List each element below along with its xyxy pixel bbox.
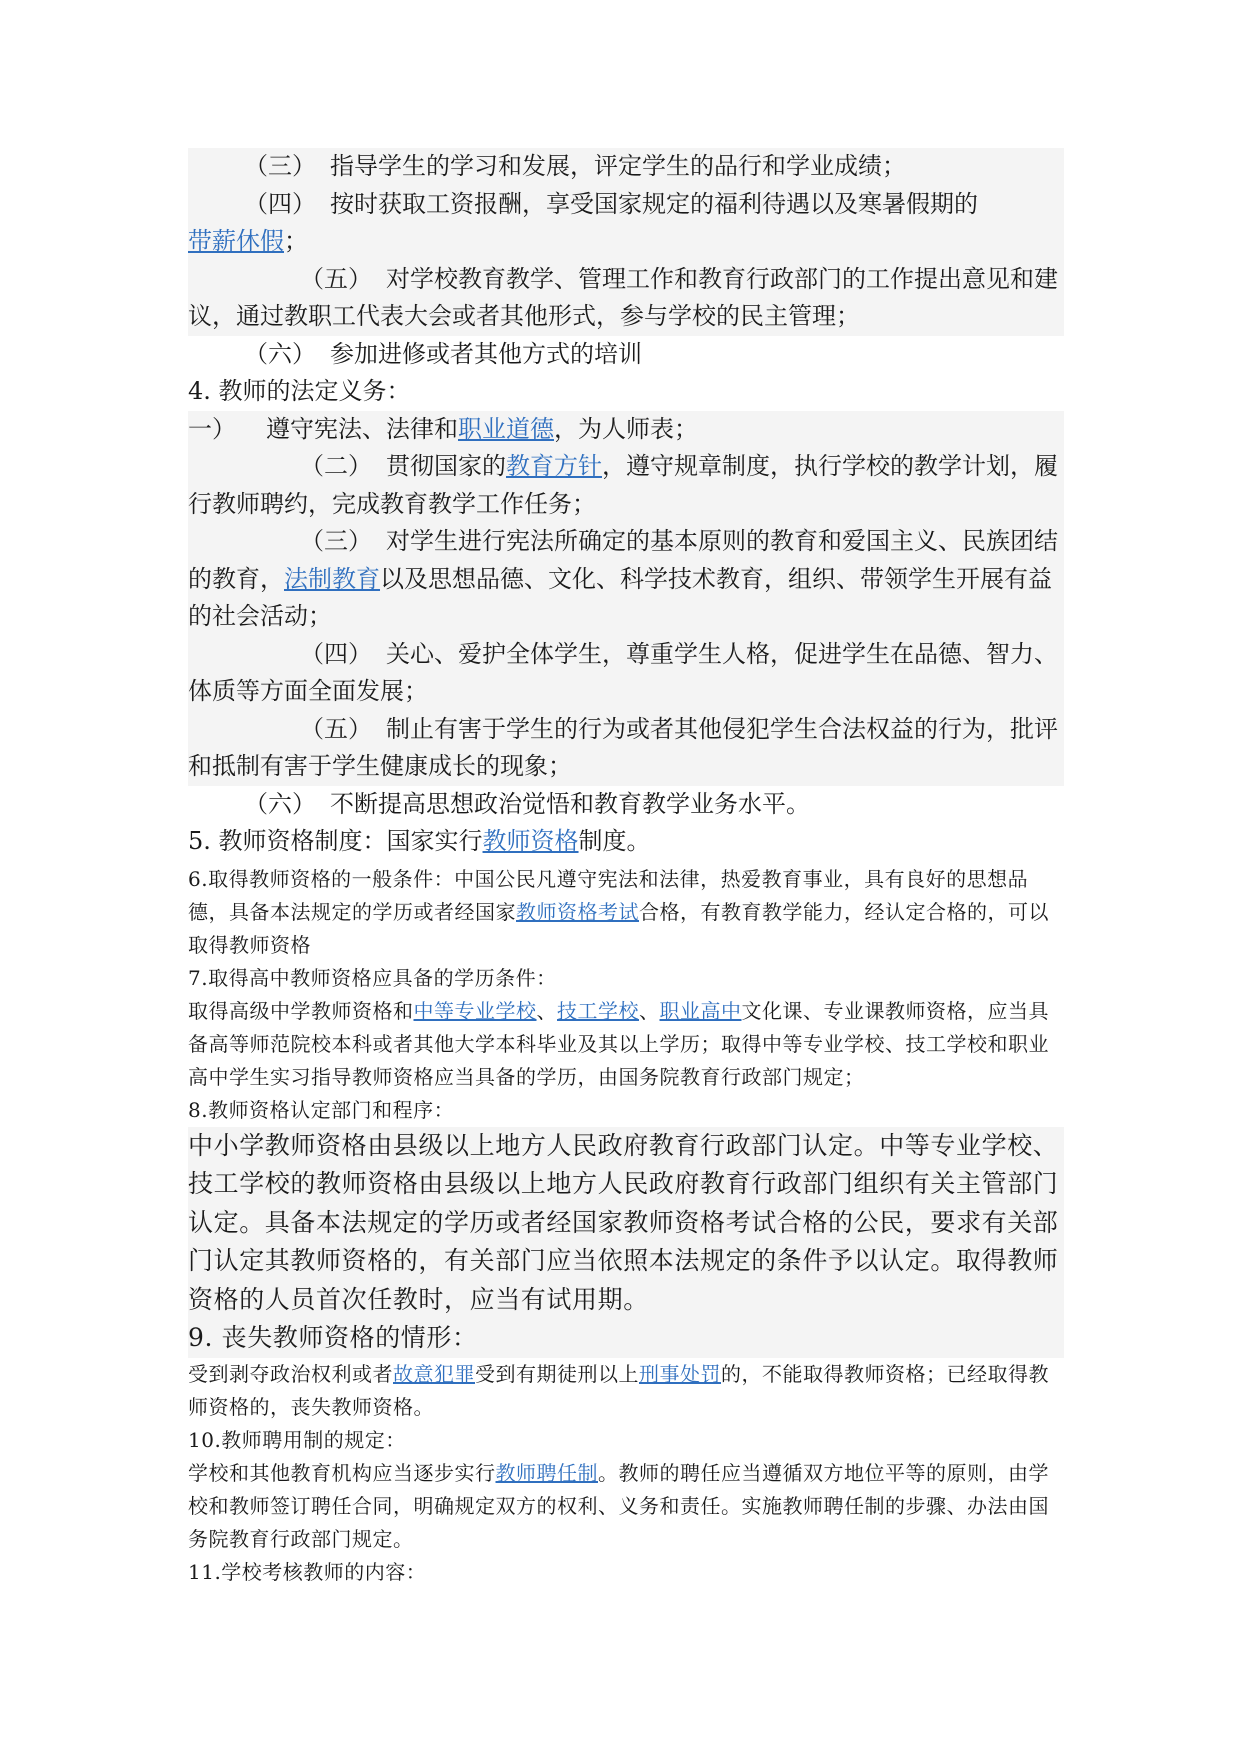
- item-number: （三）: [244, 152, 316, 180]
- item-number: （六）: [244, 339, 316, 368]
- section-8-block: [188, 1127, 1064, 1358]
- section-9-heading: 9. 丧失教师资格的情形：: [188, 1323, 478, 1352]
- item-text: 关心、爱护全体学生，尊重学生人格，促进学生在品德、智力、体质等方面全面发展；: [188, 639, 1058, 705]
- link-technical-school[interactable]: 技工学校: [557, 998, 639, 1023]
- section-text: 合格，有教育教学能力，经认定合格的，可以取得教师资格: [188, 899, 1049, 957]
- link-secondary-vocational-school[interactable]: 中等专业学校: [413, 998, 537, 1023]
- item-text: 贯彻国家的: [386, 452, 506, 480]
- item-number: （五）: [300, 714, 372, 743]
- link-education-policy[interactable]: 教育方针: [506, 452, 602, 480]
- document-body: [188, 148, 1064, 1589]
- section-text: 的，不能取得教师资格；已经取得教师资格的，丧失教师资格。: [188, 1361, 1049, 1419]
- section-text: 学校和其他教育机构应当逐步实行: [188, 1460, 496, 1485]
- item-number: （六）: [244, 789, 316, 818]
- right-item-6-block: [188, 336, 1064, 411]
- item-text: 以及思想品德、文化、科学技术教育，组织、带领学生开展有益的社会活动；: [188, 564, 1052, 630]
- duty-item-3: [188, 523, 1064, 636]
- section-text: 制度。: [578, 827, 651, 855]
- section-text: 6.取得教师资格的一般条件：中国公民凡遵守宪法和法律，热爱教育事业，具有良好的思想品德，具备本法规定的学历或者经国家: [188, 866, 1029, 924]
- rights-block: [188, 148, 1064, 336]
- duty-item-4: [188, 636, 1064, 711]
- item-text: 对学生进行宪法所确定的基本原则的教育和爱国主义、民族团结的教育，: [188, 527, 1058, 593]
- item-number: （五）: [300, 264, 372, 293]
- item-text: ；: [284, 227, 308, 255]
- section-text: 取得高级中学教师资格和: [188, 998, 414, 1023]
- link-paid-leave[interactable]: 带薪休假: [188, 227, 284, 255]
- item-number: （二）: [300, 452, 372, 480]
- section-7-body: [188, 995, 1064, 1094]
- section-6: [188, 863, 1064, 962]
- item-text: 参加进修或者其他方式的培训: [330, 339, 642, 368]
- item-text: 不断提高思想政治觉悟和教育教学业务水平。: [330, 789, 810, 818]
- section-8-body: 中小学教师资格由县级以上地方人民政府教育行政部门认定。中等专业学校、技工学校的教师资格由县级以上地方人民政府教育行政部门组织有关主管部门认定。具备本法规定的学历或者经国家教师资格考试合格的公民，要求有关部门认定其教师资格的，有关部门应当依照本法规定的条件予以认定。取得教师资格的人员首次任教时，应当有试用期。: [188, 1130, 1059, 1314]
- item-number: （四）: [300, 639, 372, 668]
- link-criminal-punishment[interactable]: 刑事处罚: [639, 1361, 721, 1386]
- item-text: 对学校教育教学、管理工作和教育行政部门的工作提出意见和建议，通过教职工代表大会或者其他形式，参与学校的民主管理；: [188, 264, 1058, 330]
- sections-6-7: [188, 863, 1064, 1127]
- section-text: 5. 教师资格制度：国家实行: [188, 827, 483, 855]
- duty-item-2: [188, 448, 1064, 523]
- duty-item-6: [188, 786, 1064, 824]
- separator: 、: [639, 998, 660, 1023]
- item-text: 遵守宪法、法律和: [266, 414, 458, 443]
- section-text: 文化课、专业课教师资格，应当具备高等师范院校本科或者其他大学本科毕业及其以上学历；取得中等专业学校、技工学校和职业高中学生实习指导教师资格应当具备的学历，由国务院教育行政部门规定；: [188, 998, 1049, 1089]
- link-legal-education[interactable]: 法制教育: [284, 564, 380, 593]
- duty-item-1: [188, 411, 1064, 449]
- item-number: （三）: [300, 527, 372, 555]
- duties-heading: 4. 教师的法定义务：: [188, 377, 411, 405]
- right-item-5: [188, 261, 1064, 336]
- link-professional-ethics[interactable]: 职业道德: [458, 414, 554, 443]
- link-intentional-crime[interactable]: 故意犯罪: [393, 1361, 475, 1386]
- duty-item-5: [188, 711, 1064, 786]
- section-11-heading: 11.学校考核教师的内容：: [188, 1559, 427, 1584]
- section-5: [188, 823, 1064, 861]
- section-text: 。教师的聘任应当遵循双方地位平等的原则，由学校和教师签订聘任合同，明确规定双方的权利、义务和责任。实施教师聘任制的步骤、办法由国务院教育行政部门规定。: [188, 1460, 1049, 1551]
- item-number: 一）: [188, 414, 236, 443]
- item-text: 指导学生的学习和发展，评定学生的品行和学业成绩；: [330, 152, 906, 180]
- link-teacher-qualification[interactable]: 教师资格: [482, 827, 579, 855]
- item-text: ，为人师表；: [554, 414, 698, 443]
- duty-item-6-block: [188, 786, 1064, 861]
- item-text: 按时获取工资报酬，享受国家规定的福利待遇以及寒暑假期的: [330, 189, 978, 218]
- section-text: 受到有期徒刑以上: [475, 1361, 639, 1386]
- link-teacher-appointment-system[interactable]: 教师聘任制: [495, 1460, 598, 1485]
- separator: 、: [536, 998, 557, 1023]
- link-qualification-exam[interactable]: 教师资格考试: [516, 899, 639, 924]
- link-vocational-high-school[interactable]: 职业高中: [659, 998, 742, 1023]
- section-10-body: [188, 1457, 1064, 1556]
- sections-9-11: [188, 1358, 1064, 1589]
- section-7-heading: 7.取得高中教师资格应具备的学历条件：: [188, 965, 557, 990]
- item-text: ，遵守规章制度，执行学校的教学计划，履行教师聘约，完成教育教学工作任务；: [188, 452, 1058, 518]
- item-text: 制止有害于学生的行为或者其他侵犯学生合法权益的行为，批评和抵制有害于学生健康成长的现象；: [188, 714, 1058, 780]
- section-10-heading: 10.教师聘用制的规定：: [188, 1427, 406, 1452]
- section-8-heading: 8.教师资格认定部门和程序：: [188, 1097, 455, 1122]
- duties-block: [188, 411, 1064, 786]
- item-number: （四）: [244, 189, 316, 218]
- right-item-4-cont: [188, 223, 1064, 261]
- section-text: 受到剥夺政治权利或者: [188, 1361, 393, 1386]
- section-9-body: [188, 1358, 1064, 1424]
- right-item-4: [188, 186, 1064, 224]
- right-item-6: [188, 336, 1064, 374]
- right-item-3: [188, 148, 1064, 186]
